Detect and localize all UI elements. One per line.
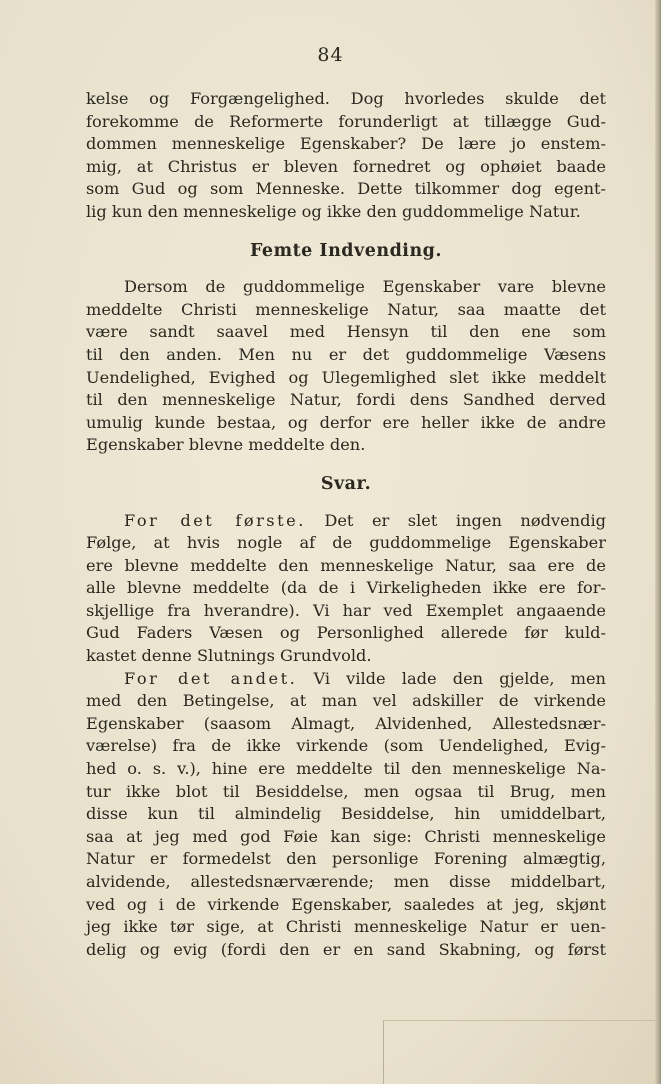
paragraph-1 xyxy=(86,88,606,224)
page-number: 84 xyxy=(317,44,344,66)
text-line: ere blevne meddelte den menneskelige Natur, saa ere de xyxy=(86,555,606,575)
text-line-rest: Det er slet ingen nødvendig xyxy=(324,510,606,530)
section-heading: Femte Indvending. xyxy=(249,240,443,261)
text-line: Uendelighed, Evighed og Ulegemlighed slet ikke meddelt xyxy=(86,367,606,387)
text-line: Egenskaber (saasom Almagt, Alvidenhed, Allestedsnær- xyxy=(86,713,606,733)
text-line: til den menneskelige Natur, fordi dens Sandhed derved xyxy=(86,390,606,410)
text-line: lig kun den menneskelige og ikke den guddommelige Natur. xyxy=(86,201,581,221)
page-text xyxy=(86,88,606,961)
text-line: forekomme de Reformerte forunderligt at tillægge Gud- xyxy=(86,111,606,131)
text-line: jeg ikke tør sige, at Christi menneskelige Natur er uen- xyxy=(86,917,606,937)
text-line: alle blevne meddelte (da de i Virkeligheden ikke ere for- xyxy=(86,578,606,598)
text-line: tur ikke blot til Besiddelse, men ogsaa til Brug, men xyxy=(86,781,606,801)
text-line: hed o. s. v.), hine ere meddelte til den menneskelige Na- xyxy=(86,759,606,779)
text-line: skjellige fra hverandre). Vi har ved Exemplet angaaende xyxy=(86,600,606,620)
text-line: Følge, at hvis nogle af de guddommelige Egenskaber xyxy=(86,533,606,553)
text-line xyxy=(86,510,606,533)
text-line: saa at jeg med god Føie kan sige: Christi menneskelige xyxy=(86,826,606,846)
page-edge xyxy=(655,0,661,1084)
text-line: Gud Faders Væsen og Personlighed allerede før kuld- xyxy=(86,623,606,643)
text-line: dommen menneskelige Egenskaber? De lære jo enstem- xyxy=(86,134,606,154)
page-crease-horizontal xyxy=(383,1020,655,1021)
text-line: Natur er formedelst den personlige Forening almægtig, xyxy=(86,849,606,869)
paragraph-lead: For det første. xyxy=(124,510,306,530)
text-line: med den Betingelse, at man vel adskiller de virkende xyxy=(86,691,606,711)
text-line: værelse) fra de ikke virkende (som Uendelighed, Evig- xyxy=(86,736,606,756)
page-crease xyxy=(383,1020,384,1084)
paragraph-3 xyxy=(86,510,606,668)
paragraph-2 xyxy=(86,276,606,457)
text-line: være sandt saavel med Hensyn til den ene som xyxy=(86,322,606,342)
text-line: som Gud og som Menneske. Dette tilkommer dog egent- xyxy=(86,179,606,199)
text-line: Egenskaber blevne meddelte den. xyxy=(86,435,366,455)
text-line: til den anden. Men nu er det guddommelige Væsens xyxy=(86,344,606,364)
text-line-rest: Vi vilde lade den gjelde, men xyxy=(313,668,606,688)
paragraph-4 xyxy=(86,668,606,962)
paragraph-lead: For det andet. xyxy=(124,668,298,688)
text-line: kelse og Forgængelighed. Dog hvorledes skulde det xyxy=(86,89,606,108)
text-line: ved og i de virkende Egenskaber, saaledes at jeg, skjønt xyxy=(86,894,606,914)
text-line: meddelte Christi menneskelige Natur, saa maatte det xyxy=(86,299,606,319)
text-line: disse kun til almindelig Besiddelse, hin umiddelbart, xyxy=(86,804,606,824)
text-line: delig og evig (fordi den er en sand Skabning, og først xyxy=(86,939,606,959)
text-line: alvidende, allestedsnærværende; men disse middelbart, xyxy=(86,872,606,891)
text-line xyxy=(86,668,606,691)
text-line: mig, at Christus er bleven fornedret og ophøiet baade xyxy=(86,156,606,176)
answer-heading: Svar. xyxy=(320,473,372,494)
text-line: kastet denne Slutnings Grundvold. xyxy=(86,646,372,666)
text-line: umulig kunde bestaa, og derfor ere heller ikke de andre xyxy=(86,412,606,432)
text-line: Dersom de guddommelige Egenskaber vare blevne xyxy=(124,277,606,297)
